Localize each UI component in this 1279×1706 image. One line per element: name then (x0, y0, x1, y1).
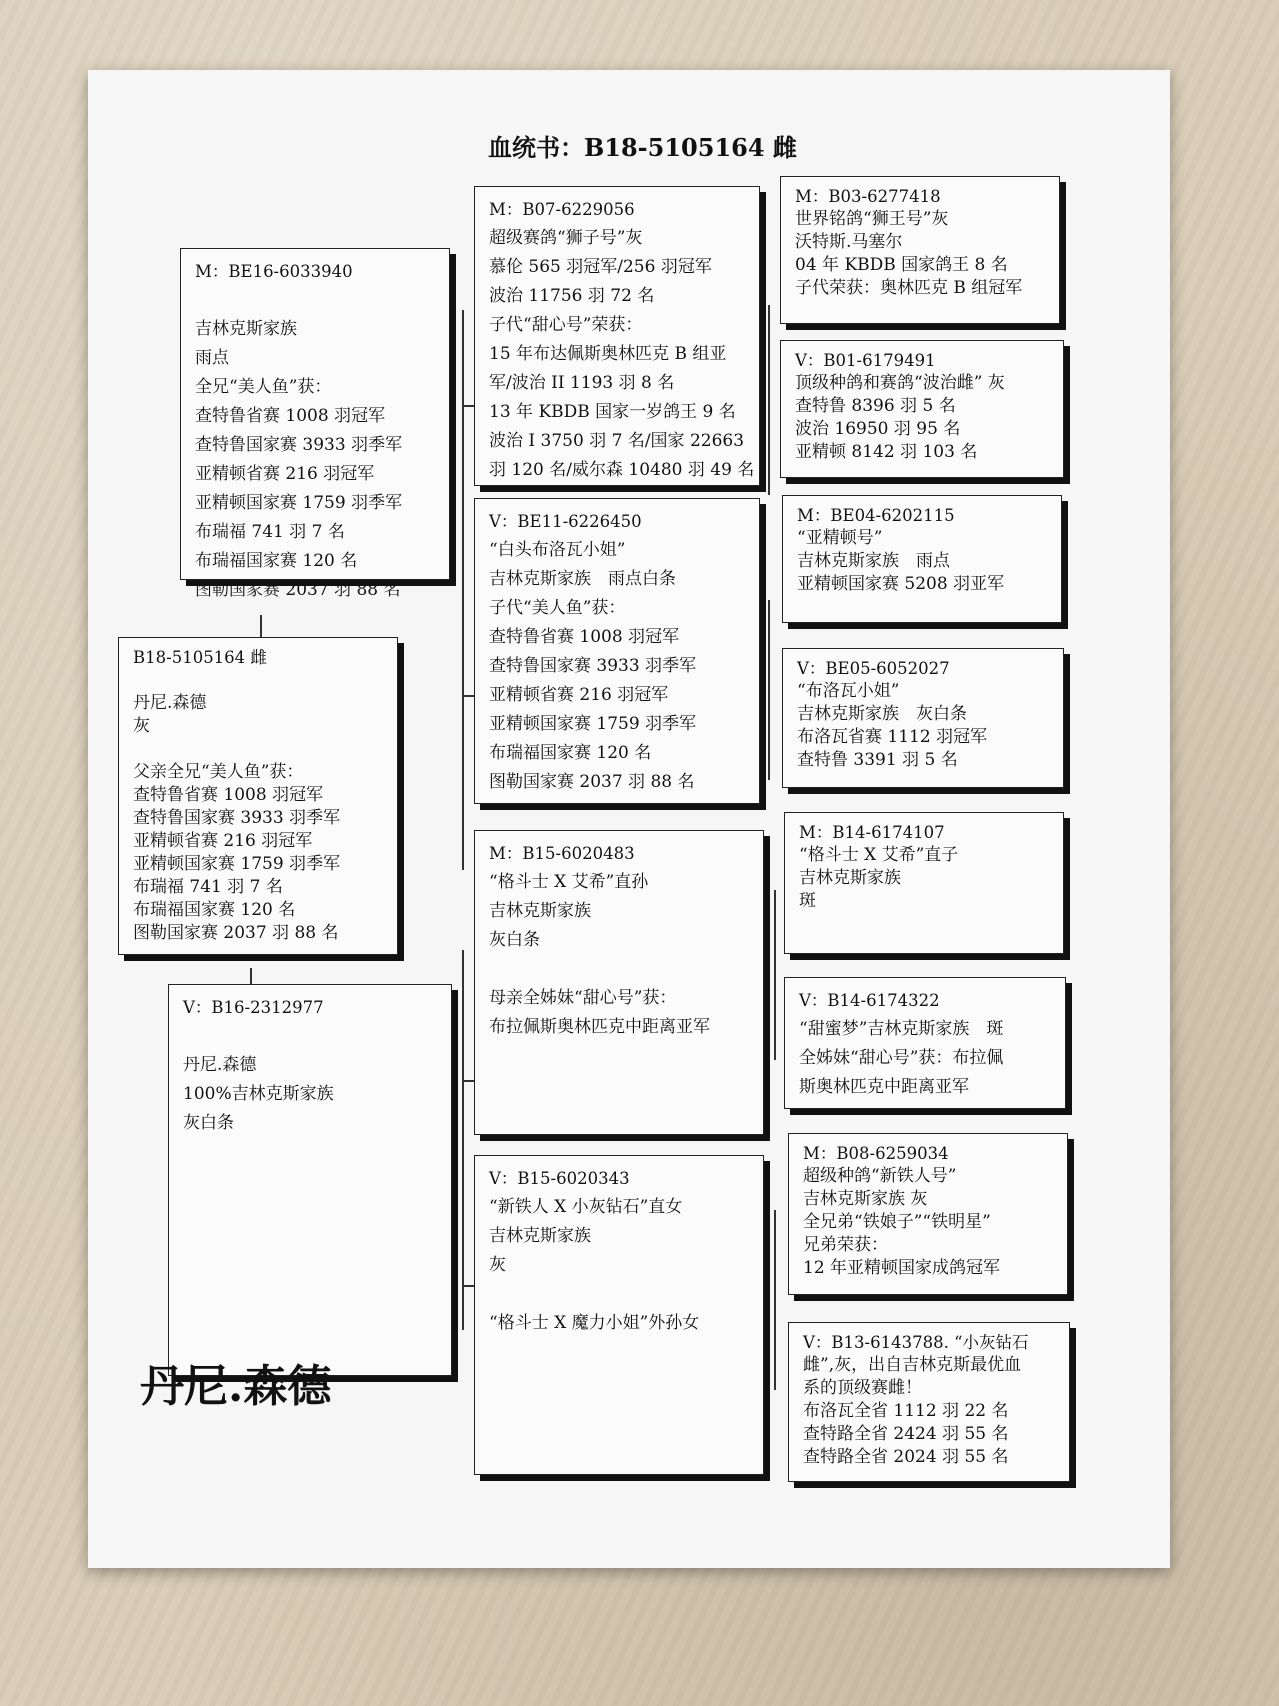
subject-box (118, 637, 398, 955)
great-grandparent-line: 顶级种鸽和赛鸽“波治雌” 灰 (795, 373, 1005, 393)
great-grandparent-line: M：B14-6174107 (799, 823, 945, 842)
subject-line: 灰 (133, 716, 150, 736)
great-grandparent-line: 斑 (799, 891, 816, 911)
grandparent-line: 羽 120 名/威尔森 10480 羽 49 名 (489, 460, 755, 480)
subject-line: 查特鲁国家赛 3933 羽季军 (133, 808, 341, 828)
great-grandparent-line: 系的顶级赛雌！ (803, 1378, 922, 1398)
great-grandparent-line: 查特鲁 3391 羽 5 名 (797, 750, 958, 770)
great-grandparent-box (784, 812, 1064, 954)
grandparent-line: 布拉佩斯奥林匹克中距离亚军 (489, 1017, 710, 1037)
subject-line: 丹尼.森德 (133, 693, 207, 713)
grandparent-line: 吉林克斯家族 (489, 1226, 591, 1246)
subject-line (133, 669, 387, 692)
great-grandparent-line: 布洛瓦全省 1112 羽 22 名 (803, 1401, 1009, 1421)
great-grandparent-line: M：BE04-6202115 (797, 506, 955, 525)
connector (774, 890, 776, 1060)
great-grandparent-line: 子代荣获：奥林匹克 B 组冠军 (795, 278, 1023, 298)
great-grandparent-line: 波治 16950 羽 95 名 (795, 419, 961, 439)
great-grandparent-line: V：BE05-6052027 (797, 659, 950, 678)
grandparent-line: 15 年布达佩斯奥林匹克 B 组亚 (489, 344, 727, 364)
great-grandparent-line: “甜蜜梦”吉林克斯家族 斑 (799, 1019, 1004, 1039)
great-grandparent-line: M：B08-6259034 (803, 1144, 949, 1163)
great-grandparent-line: 兄弟荣获： (803, 1235, 888, 1255)
grandparent-box (474, 498, 760, 804)
great-grandparent-line: 04 年 KBDB 国家鸽王 8 名 (795, 255, 1008, 275)
great-grandparent-box (780, 340, 1064, 478)
subject-line: 亚精顿省赛 216 羽冠军 (133, 831, 313, 851)
grandparent-line: 波治 11756 羽 72 名 (489, 286, 655, 306)
sire-line: 亚精顿国家赛 1759 羽季军 (195, 493, 403, 513)
grandparent-line: 母亲全姊妹“甜心号”获： (489, 988, 677, 1008)
grandparent-line: 灰白条 (489, 930, 540, 950)
pedigree-sheet (88, 70, 1170, 1568)
sire-line (195, 286, 439, 315)
connector (774, 1210, 776, 1390)
sire-line: 全兄“美人鱼”获： (195, 377, 332, 397)
grandparent-box (474, 186, 760, 486)
breeder-signature: 丹尼.森德 (140, 1361, 332, 1412)
grandparent-line: 军/波治 II 1193 羽 8 名 (489, 373, 675, 393)
subject-line: 查特鲁省赛 1008 羽冠军 (133, 785, 324, 805)
grandparent-line: 慕伦 565 羽冠军/256 羽冠军 (489, 257, 712, 277)
great-grandparent-line: 斯奥林匹克中距离亚军 (799, 1077, 969, 1097)
grandparent-line: “新铁人 X 小灰钻石”直女 (489, 1197, 683, 1217)
sire-line: 雨点 (195, 348, 229, 368)
great-grandparent-line: 布洛瓦省赛 1112 羽冠军 (797, 727, 988, 747)
dam-box (168, 984, 452, 1376)
sire-line: 查特鲁省赛 1008 羽冠军 (195, 406, 386, 426)
grandparent-line: 图勒国家赛 2037 羽 88 名 (489, 772, 695, 792)
dam-line: 灰白条 (183, 1113, 234, 1133)
grandparent-line: 灰 (489, 1255, 506, 1275)
subject-line (133, 738, 387, 761)
subject-line: 布瑞福国家赛 120 名 (133, 900, 296, 920)
sire-line: 图勒国家赛 2037 羽 88 名 (195, 580, 401, 600)
sire-line: 布瑞福国家赛 120 名 (195, 551, 358, 571)
great-grandparent-line: 吉林克斯家族 雨点 (797, 551, 950, 571)
great-grandparent-box (782, 648, 1064, 788)
great-grandparent-line: 吉林克斯家族 (799, 868, 901, 888)
subject-line: B18-5105164 雌 (133, 648, 267, 667)
grandparent-line: V：BE11-6226450 (489, 512, 642, 531)
connector (462, 950, 464, 1330)
connector (768, 305, 770, 495)
great-grandparent-line: 吉林克斯家族 灰白条 (797, 704, 967, 724)
great-grandparent-line: V：B14-6174322 (799, 991, 940, 1010)
great-grandparent-line: 查特鲁 8396 羽 5 名 (795, 396, 956, 416)
sire-line: 布瑞福 741 羽 7 名 (195, 522, 345, 542)
grandparent-line (489, 955, 753, 984)
subject-line: 父亲全兄“美人鱼”获： (133, 762, 304, 782)
great-grandparent-line: 全姊妹“甜心号”获：布拉佩 (799, 1048, 1004, 1068)
grandparent-line: 查特鲁国家赛 3933 羽季军 (489, 656, 697, 676)
grandparent-line: 波治 I 3750 羽 7 名/国家 22663 (489, 431, 745, 451)
great-grandparent-line: “布洛瓦小姐” (797, 681, 900, 701)
sire-line: 查特鲁国家赛 3933 羽季军 (195, 435, 403, 455)
connector (768, 600, 770, 780)
dam-line: 100%吉林克斯家族 (183, 1084, 334, 1104)
sire-line: 吉林克斯家族 (195, 319, 297, 339)
grandparent-line: 吉林克斯家族 (489, 901, 591, 921)
grandparent-line: V：B15-6020343 (489, 1169, 630, 1188)
great-grandparent-line: V：B13-6143788. “小灰钻石 (803, 1333, 1029, 1352)
great-grandparent-line: 超级种鸽“新铁人号” (803, 1166, 957, 1186)
great-grandparent-line: 雌”,灰，出自吉林克斯最优血 (803, 1355, 1022, 1375)
grandparent-line: 吉林克斯家族 雨点白条 (489, 569, 676, 589)
great-grandparent-line: 亚精顿 8142 羽 103 名 (795, 442, 978, 462)
great-grandparent-box (784, 977, 1066, 1109)
sire-box (180, 248, 450, 600)
grandparent-line: 亚精顿国家赛 1759 羽季军 (489, 714, 697, 734)
dam-line (183, 1022, 441, 1051)
great-grandparent-line: “亚精顿号” (797, 528, 883, 548)
dam-line: 丹尼.森德 (183, 1055, 257, 1075)
grandparent-line: 子代“美人鱼”获： (489, 598, 626, 618)
page-title: 血统书：B18-5105164 雌 (488, 133, 797, 162)
grandparent-line: 13 年 KBDB 国家一岁鸽王 9 名 (489, 402, 736, 422)
grandparent-line: M：B15-6020483 (489, 844, 635, 863)
great-grandparent-line: V：B01-6179491 (795, 351, 936, 370)
great-grandparent-line: 世界铭鸽“狮王号”灰 (795, 209, 949, 229)
great-grandparent-box (780, 176, 1060, 324)
great-grandparent-line: 全兄弟“铁娘子”“铁明星” (803, 1212, 991, 1232)
great-grandparent-box (788, 1322, 1070, 1482)
grandparent-line: M：B07-6229056 (489, 200, 635, 219)
grandparent-box (474, 830, 764, 1135)
great-grandparent-line: 查特路全省 2024 羽 55 名 (803, 1447, 1009, 1467)
great-grandparent-box (782, 495, 1062, 623)
grandparent-line: “格斗士 X 魔力小姐”外孙女 (489, 1313, 700, 1333)
great-grandparent-line: 12 年亚精顿国家成鸽冠军 (803, 1258, 1001, 1278)
great-grandparent-line: 吉林克斯家族 灰 (803, 1189, 928, 1209)
grandparent-line: 布瑞福国家赛 120 名 (489, 743, 652, 763)
grandparent-line: “格斗士 X 艾希”直孙 (489, 872, 649, 892)
subject-line: 布瑞福 741 羽 7 名 (133, 877, 283, 897)
great-grandparent-line: 查特路全省 2424 羽 55 名 (803, 1424, 1009, 1444)
grandparent-line: 查特鲁省赛 1008 羽冠军 (489, 627, 680, 647)
grandparent-box (474, 1155, 764, 1475)
grandparent-line: “白头布洛瓦小姐” (489, 540, 626, 560)
great-grandparent-line: M：B03-6277418 (795, 187, 941, 206)
sire-line: 亚精顿省赛 216 羽冠军 (195, 464, 375, 484)
grandparent-line: 超级赛鸽“狮子号”灰 (489, 228, 643, 248)
subject-line: 图勒国家赛 2037 羽 88 名 (133, 923, 339, 943)
grandparent-line: 亚精顿省赛 216 羽冠军 (489, 685, 669, 705)
grandparent-line: 子代“甜心号”荣获： (489, 315, 643, 335)
connector (462, 310, 464, 870)
subject-line: 亚精顿国家赛 1759 羽季军 (133, 854, 341, 874)
great-grandparent-box (788, 1133, 1068, 1295)
great-grandparent-line: 亚精顿国家赛 5208 羽亚军 (797, 574, 1005, 594)
dam-line: V：B16-2312977 (183, 998, 324, 1017)
grandparent-line (489, 1280, 753, 1309)
great-grandparent-line: “格斗士 X 艾希”直子 (799, 845, 959, 865)
sire-line: M：BE16-6033940 (195, 262, 353, 281)
great-grandparent-line: 沃特斯.马塞尔 (795, 232, 903, 252)
